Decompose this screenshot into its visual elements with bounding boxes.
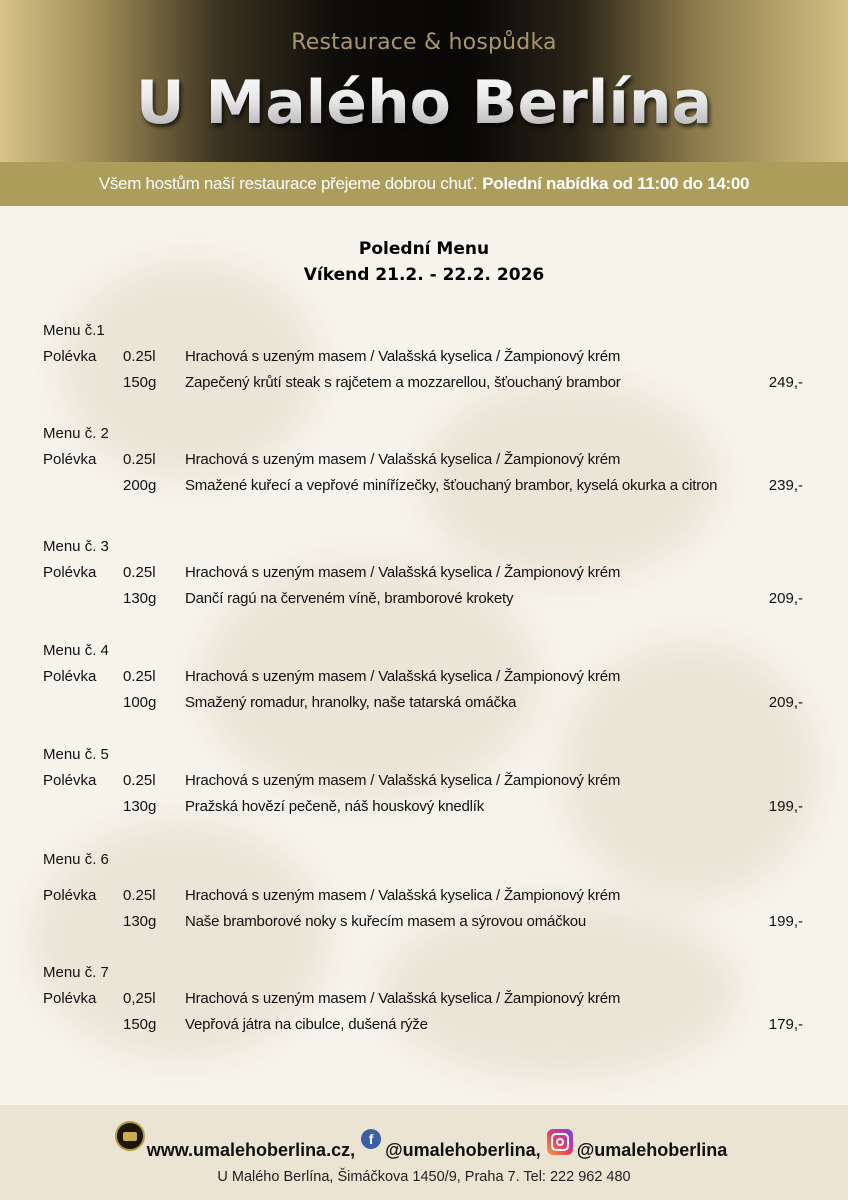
main-qty: 130g — [123, 590, 157, 607]
main-row — [43, 690, 803, 716]
website-link[interactable]: www.umalehoberlina.cz, — [146, 1140, 356, 1160]
address: U Malého Berlína, Šimáčkova 1450/9, Praha 7. Tel: 222 962 480 — [217, 1169, 631, 1185]
soup-name: Hrachová s uzeným masem / Valašská kyselica / Žampionový krém — [185, 772, 621, 789]
main-name: Smažený romadur, hranolky, naše tatarská omáčka — [185, 694, 517, 711]
soup-row — [43, 560, 803, 586]
soup-qty: 0.25l — [123, 668, 156, 685]
soup-row — [43, 883, 803, 909]
soup-name: Hrachová s uzeným masem / Valašská kyselica / Žampionový krém — [185, 451, 621, 468]
menu-heading — [0, 236, 848, 288]
soup-qty: 0.25l — [123, 887, 156, 904]
main-name: Vepřová játra na cibulce, dušená rýže — [185, 1016, 428, 1033]
soup-name: Hrachová s uzeným masem / Valašská kyselica / Žampionový krém — [185, 668, 621, 685]
main-row — [43, 586, 803, 612]
price: 199,- — [768, 798, 803, 815]
soup-row — [43, 986, 803, 1012]
website-segment — [115, 1121, 355, 1161]
restaurant-title: U Malého Berlína — [0, 68, 848, 138]
price: 209,- — [768, 590, 803, 607]
header-banner — [0, 0, 848, 162]
soup-qty: 0.25l — [123, 451, 156, 468]
soup-label: Polévka — [43, 564, 97, 581]
menu-item — [43, 742, 803, 820]
menu-label: Menu č.1 — [43, 322, 105, 339]
main-name: Pražská hovězí pečeně, náš houskový knedlík — [185, 798, 485, 815]
soup-qty: 0.25l — [123, 564, 156, 581]
main-name: Naše bramborové noky s kuřecím masem a sýrovou omáčkou — [185, 913, 587, 930]
main-row — [43, 473, 803, 499]
main-qty: 130g — [123, 913, 157, 930]
menu-date: Víkend 21.2. - 22.2. 2026 — [303, 265, 545, 285]
price: 209,- — [768, 694, 803, 711]
menu-item — [43, 960, 803, 1038]
menu-label: Menu č. 3 — [43, 538, 109, 555]
lunch-hours: Polední nabídka od 11:00 do 14:00 — [482, 174, 750, 193]
soup-label: Polévka — [43, 348, 97, 365]
soup-label: Polévka — [43, 451, 97, 468]
soup-label: Polévka — [43, 668, 97, 685]
price: 199,- — [768, 913, 803, 930]
greeting-text: Všem hostům naší restaurace přejeme dobrou chuť. — [98, 174, 478, 193]
menu-item — [43, 847, 803, 935]
main-name: Zapečený krůtí steak s rajčetem a mozzarellou, šťouchaný brambor — [185, 374, 621, 391]
soup-label: Polévka — [43, 772, 97, 789]
instagram-segment — [547, 1129, 728, 1161]
soup-name: Hrachová s uzeným masem / Valašská kyselica / Žampionový krém — [185, 564, 621, 581]
main-row — [43, 909, 803, 935]
main-qty: 130g — [123, 798, 157, 815]
menu-label: Menu č. 4 — [43, 642, 109, 659]
facebook-icon[interactable]: f — [361, 1129, 381, 1149]
main-qty: 150g — [123, 1016, 157, 1033]
restaurant-logo-icon — [115, 1121, 145, 1151]
menu-title: Polední Menu — [358, 239, 490, 259]
main-qty: 100g — [123, 694, 157, 711]
soup-name: Hrachová s uzeným masem / Valašská kyselica / Žampionový krém — [185, 348, 621, 365]
footer — [0, 1105, 848, 1200]
soup-row — [43, 664, 803, 690]
main-name: Smažené kuřecí a vepřové minířízečky, šťouchaný brambor, kyselá okurka a citron — [185, 477, 718, 494]
soup-qty: 0.25l — [123, 772, 156, 789]
restaurant-subtitle: Restaurace & hospůdka — [291, 30, 557, 55]
soup-label: Polévka — [43, 990, 97, 1007]
soup-qty: 0,25l — [123, 990, 156, 1007]
soup-row — [43, 344, 803, 370]
soup-qty: 0.25l — [123, 348, 156, 365]
main-name: Dančí ragú na červeném víně, bramborové krokety — [185, 590, 514, 607]
menu-label: Menu č. 7 — [43, 964, 109, 981]
price: 249,- — [768, 374, 803, 391]
price: 239,- — [768, 477, 803, 494]
main-row — [43, 1012, 803, 1038]
soup-name: Hrachová s uzeným masem / Valašská kyselica / Žampionový krém — [185, 887, 621, 904]
soup-row — [43, 768, 803, 794]
menu-item — [43, 318, 803, 396]
main-row — [43, 370, 803, 396]
soup-label: Polévka — [43, 887, 97, 904]
menu-label: Menu č. 2 — [43, 425, 109, 442]
facebook-segment — [361, 1129, 541, 1161]
menu-label: Menu č. 6 — [43, 851, 109, 868]
menu-item — [43, 534, 803, 612]
main-qty: 150g — [123, 374, 157, 391]
menu-item — [43, 638, 803, 716]
main-qty: 200g — [123, 477, 157, 494]
greeting-banner — [0, 162, 848, 206]
menu-label: Menu č. 5 — [43, 746, 109, 763]
main-row — [43, 794, 803, 820]
soup-row — [43, 447, 803, 473]
soup-name: Hrachová s uzeným masem / Valašská kyselica / Žampionový krém — [185, 990, 621, 1007]
instagram-link[interactable]: @umalehoberlina — [576, 1140, 728, 1160]
instagram-icon[interactable] — [547, 1129, 573, 1155]
price: 179,- — [768, 1016, 803, 1033]
contact-links — [0, 1125, 848, 1161]
menu-item — [43, 421, 803, 499]
facebook-link[interactable]: @umalehoberlina, — [385, 1140, 541, 1160]
